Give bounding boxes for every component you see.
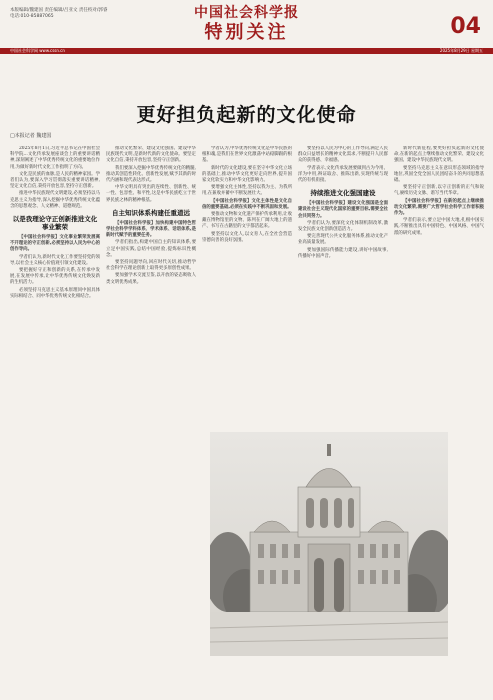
abstract: 【中国社会科学报】加快构建中国特色哲学社会科学学科体系、学术体系、话语体系,是新时代赋予的重要任务。 (106, 220, 196, 239)
abstract: 【中国社会科学报】在新的起点上继续推动文化繁荣,需要广大哲学社会科学工作者积极作为。 (394, 198, 484, 217)
abstract: 【中国社会科学报】文化事业繁荣发展离不开理论的守正创新,必须坚持以人民为中心的创作导向。 (10, 235, 100, 253)
subheading: 自主知识体系构建任重道远 (112, 208, 190, 217)
paragraph: 学者们指出,构建中国自主的知识体系,要立足中国实践,总结中国经验,提炼标识性概念。 (106, 240, 196, 258)
paragraph: 学者表示,文化传承发展要做到古为今用、洋为中用,辩证取舍、推陈出新,实现传统与现代的有机衔接。 (298, 165, 388, 184)
article-column-3 (202, 146, 292, 426)
paragraph: 要坚持以人民为中心的工作导向,满足人民群众日益增长的精神文化需求,不断提升人民群众的获得感、幸福感。 (298, 146, 388, 164)
subheading: 以是我理论守正创新推进文化事业繁荣 (12, 215, 98, 232)
phone-line: 电话:010-85887065 (10, 14, 54, 19)
paragraph: 中华文明具有突出的连续性、创新性、统一性、包容性、和平性,这是中华民族屹立于世界民族之林的精神根基。 (106, 185, 196, 203)
newspaper-brand: 中国社会科学报 (194, 5, 299, 21)
paragraph: 要加强学术交流互鉴,以开放的姿态吸收人类文明优秀成果。 (106, 273, 196, 285)
masthead (0, 0, 493, 62)
article-column-2 (106, 146, 196, 691)
article-headline: 更好担负起新的文化使命 (136, 104, 357, 126)
paragraph: 必须坚持马克思主义基本原理同中国具体实际相结合、同中华优秀传统文化相结合。 (10, 287, 100, 299)
section-title: 特别关注 (204, 22, 289, 43)
subheading: 持续推进文化强国建设 (310, 189, 376, 198)
paragraph: 要加强国际传播能力建设,讲好中国故事,传播好中国声音。 (298, 247, 388, 259)
paragraph: 要完善现代公共文化服务体系,推动文化产业高质量发展。 (298, 234, 388, 246)
editor-info (10, 8, 130, 20)
paragraph: 要推动文物和文化遗产保护传承利用,让收藏在博物馆里的文物、陈列在广阔大地上的遗产、书写在古籍里的文字都活起来。 (202, 212, 292, 230)
paragraph: 我们要深入挖掘中华优秀传统文化的精髓,推动其创造性转化、创新性发展,赋予其新的时代内涵和现代表达形式。 (106, 165, 196, 184)
paragraph: 文化是民族的血脉,是人民的精神家园。学者们认为,要深入学习贯彻落实重要讲话精神,坚定文化自信,秉持开放包容,坚持守正创新。 (10, 171, 100, 190)
building-photo-illustration (210, 432, 448, 656)
paragraph: 推动文化繁荣、建设文化强国、建设中华民族现代文明,是新时代新的文化使命。要坚定文化自信,秉持开放包容,坚持守正创新。 (106, 146, 196, 164)
paragraph: 新时代新征程,要更好担负起新的文化使命,在新的起点上继续推动文化繁荣、建设文化强国、建设中华民族现代文明。 (394, 146, 484, 164)
paragraph: 要坚持以文化人,以文育人,在全社会营造崇德向善的良好氛围。 (202, 231, 292, 243)
paragraph: 学者们认为,要深化文化体制机制改革,激发全民族文化创新创造活力。 (298, 220, 388, 233)
page-number: 04 (450, 14, 481, 39)
website-label: 中国社会科学网 www.cssn.cn (10, 48, 65, 53)
abstract: 【中国社会科学报】建设文化强国是全面建设社会主义现代化国家的重要目标,需要全社会共同努力。 (298, 201, 388, 219)
paragraph: 推进中华民族现代文明建设,必须坚持以马克思主义为指导,深入挖掘中华优秀传统文化蕴含的思想观念、人文精神、道德规范。 (10, 191, 100, 209)
building-photo (210, 432, 448, 656)
paragraph: 要坚持问题导向,回应时代关切,推动哲学社会科学在理论创新上取得更多原创性成果。 (106, 260, 196, 272)
paragraph: 新时代的文化建设,要在坚守中华文化立场的基础上,推动中华文化更好走向世界,提升国家文化软实力和中华文化影响力。 (202, 165, 292, 184)
date-label: 2025年8月29日 星期五 (439, 48, 483, 53)
article-column-1 (10, 146, 100, 691)
paragraph: 学者认为,中华优秀传统文化是中华民族的根和魂,是我们在世界文化激荡中站稳脚跟的根基。 (202, 146, 292, 164)
header-bar (0, 48, 493, 54)
paragraph: 要坚持守正创新,以守正创新的正气和锐气,赓续历史文脉、谱写当代华章。 (394, 185, 484, 197)
editor-line: 本版编辑/魏建国 责任编辑/吕亚文 责任校对/郭睿 (10, 8, 108, 13)
article-column-4 (298, 146, 388, 426)
byline: □本报记者 魏建国 (10, 133, 52, 139)
paragraph: 学者们认为,新时代文化工作要坚持党的领导,以社会主义核心价值观引领文化建设。 (10, 254, 100, 266)
paragraph: 要增强文化主体性,坚持以我为主、为我所用,在兼收并蓄中不断发展壮大。 (202, 185, 292, 197)
paragraph: 要坚持马克思主义在意识形态领域的指导地位,巩固全党全国人民团结奋斗的共同思想基础。 (394, 165, 484, 184)
paragraph: 要把握好守正和创新的关系,在传承中发展,在发展中传承,让中华优秀传统文化焕发新的生机活力。 (10, 268, 100, 286)
paragraph: 2025年8月1日,习近平总书记在中国社会科学院...文化传承发展座谈会上的重要讲话精神,深刻阐述了中华优秀传统文化的重要地位作用,为做好新时代文化工作指明了方向。 (10, 146, 100, 170)
abstract: 【中国社会科学报】文化主体性是文化自信的重要基础,必须在实践中不断巩固和发展。 (202, 198, 292, 210)
paragraph: 学者们表示,要立足中国大地,扎根中国实践,不断推出具有中国特色、中国风格、中国气派的研究成果。 (394, 218, 484, 236)
